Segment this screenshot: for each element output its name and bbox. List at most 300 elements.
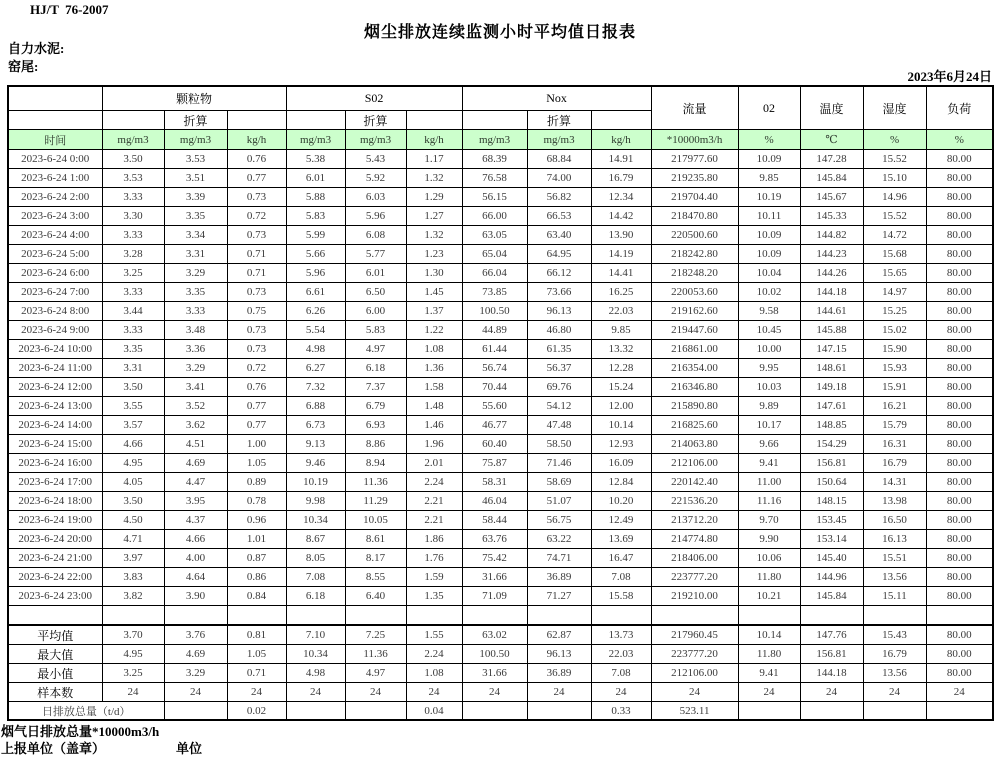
value-cell: 0.73 bbox=[227, 283, 286, 302]
value-cell: 3.30 bbox=[102, 207, 164, 226]
value-cell: 0.72 bbox=[227, 359, 286, 378]
summary-value-cell: 24 bbox=[800, 683, 863, 702]
value-cell: 144.23 bbox=[800, 245, 863, 264]
value-cell: 9.58 bbox=[738, 302, 800, 321]
value-cell: 80.00 bbox=[926, 226, 993, 245]
value-cell: 8.55 bbox=[345, 568, 406, 587]
summary-row bbox=[8, 683, 993, 702]
summary-value-cell: 24 bbox=[164, 683, 227, 702]
value-cell: 15.93 bbox=[863, 359, 926, 378]
value-cell: 58.44 bbox=[462, 511, 527, 530]
value-cell: 8.17 bbox=[345, 549, 406, 568]
value-cell: 65.04 bbox=[462, 245, 527, 264]
value-cell: 75.87 bbox=[462, 454, 527, 473]
value-cell: 7.37 bbox=[345, 378, 406, 397]
value-cell: 4.05 bbox=[102, 473, 164, 492]
value-cell: 73.66 bbox=[527, 283, 591, 302]
value-cell: 1.76 bbox=[406, 549, 462, 568]
value-cell: 6.27 bbox=[286, 359, 345, 378]
unit-cell: ℃ bbox=[800, 130, 863, 150]
value-cell: 16.25 bbox=[591, 283, 651, 302]
daily-total-value-cell: 523.11 bbox=[651, 702, 738, 721]
group-particulate: 颗粒物 bbox=[102, 86, 286, 111]
site-label: 窑尾: bbox=[8, 59, 39, 74]
blank-cell bbox=[286, 606, 345, 626]
header-converted-nox: 折算 bbox=[527, 111, 591, 130]
summary-value-cell: 24 bbox=[286, 683, 345, 702]
value-cell: 216825.60 bbox=[651, 416, 738, 435]
value-cell: 145.33 bbox=[800, 207, 863, 226]
value-cell: 15.58 bbox=[591, 587, 651, 606]
value-cell: 3.35 bbox=[164, 283, 227, 302]
table-row bbox=[8, 359, 993, 378]
summary-value-cell: 16.79 bbox=[863, 645, 926, 664]
value-cell: 0.73 bbox=[227, 340, 286, 359]
value-cell: 4.64 bbox=[164, 568, 227, 587]
value-cell: 144.61 bbox=[800, 302, 863, 321]
value-cell: 3.44 bbox=[102, 302, 164, 321]
summary-value-cell: 4.95 bbox=[102, 645, 164, 664]
value-cell: 74.71 bbox=[527, 549, 591, 568]
value-cell: 5.88 bbox=[286, 188, 345, 207]
value-cell: 14.97 bbox=[863, 283, 926, 302]
summary-value-cell: 13.56 bbox=[863, 664, 926, 683]
value-cell: 80.00 bbox=[926, 397, 993, 416]
value-cell: 36.89 bbox=[527, 568, 591, 587]
value-cell: 10.02 bbox=[738, 283, 800, 302]
unit-cell: kg/h bbox=[406, 130, 462, 150]
summary-value-cell: 156.81 bbox=[800, 645, 863, 664]
value-cell: 6.08 bbox=[345, 226, 406, 245]
value-cell: 5.54 bbox=[286, 321, 345, 340]
value-cell: 44.89 bbox=[462, 321, 527, 340]
value-cell: 10.03 bbox=[738, 378, 800, 397]
value-cell: 11.80 bbox=[738, 568, 800, 587]
value-cell: 3.48 bbox=[164, 321, 227, 340]
value-cell: 3.50 bbox=[102, 378, 164, 397]
value-cell: 5.96 bbox=[345, 207, 406, 226]
value-cell: 9.95 bbox=[738, 359, 800, 378]
summary-value-cell: 10.34 bbox=[286, 645, 345, 664]
time-cell: 2023-6-24 5:00 bbox=[8, 245, 102, 264]
value-cell: 9.85 bbox=[591, 321, 651, 340]
time-cell: 2023-6-24 16:00 bbox=[8, 454, 102, 473]
value-cell: 56.15 bbox=[462, 188, 527, 207]
header-blank-cell bbox=[462, 111, 527, 130]
value-cell: 9.90 bbox=[738, 530, 800, 549]
summary-value-cell: 100.50 bbox=[462, 645, 527, 664]
daily-total-value-cell: 0.02 bbox=[227, 702, 286, 721]
header-blank-cell bbox=[102, 111, 164, 130]
value-cell: 150.64 bbox=[800, 473, 863, 492]
value-cell: 6.88 bbox=[286, 397, 345, 416]
value-cell: 10.04 bbox=[738, 264, 800, 283]
summary-value-cell: 24 bbox=[227, 683, 286, 702]
value-cell: 80.00 bbox=[926, 549, 993, 568]
value-cell: 56.82 bbox=[527, 188, 591, 207]
value-cell: 16.21 bbox=[863, 397, 926, 416]
summary-value-cell: 24 bbox=[527, 683, 591, 702]
value-cell: 6.00 bbox=[345, 302, 406, 321]
flue-gas-total-note: 烟气日排放总量*10000m3/h bbox=[1, 724, 160, 739]
value-cell: 4.71 bbox=[102, 530, 164, 549]
value-cell: 11.00 bbox=[738, 473, 800, 492]
summary-value-cell: 147.76 bbox=[800, 625, 863, 645]
value-cell: 218248.20 bbox=[651, 264, 738, 283]
time-cell: 2023-6-24 4:00 bbox=[8, 226, 102, 245]
value-cell: 100.50 bbox=[462, 302, 527, 321]
value-cell: 3.35 bbox=[102, 340, 164, 359]
summary-value-cell: 36.89 bbox=[527, 664, 591, 683]
value-cell: 7.08 bbox=[286, 568, 345, 587]
data-rows bbox=[8, 150, 993, 626]
value-cell: 149.18 bbox=[800, 378, 863, 397]
value-cell: 3.33 bbox=[102, 188, 164, 207]
summary-label-cell: 最小值 bbox=[8, 664, 102, 683]
value-cell: 6.18 bbox=[286, 587, 345, 606]
time-cell: 2023-6-24 20:00 bbox=[8, 530, 102, 549]
table-row bbox=[8, 587, 993, 606]
header-blank-cell bbox=[227, 111, 286, 130]
value-cell: 3.33 bbox=[102, 283, 164, 302]
value-cell: 220142.40 bbox=[651, 473, 738, 492]
value-cell: 71.09 bbox=[462, 587, 527, 606]
value-cell: 145.84 bbox=[800, 169, 863, 188]
value-cell: 216346.80 bbox=[651, 378, 738, 397]
value-cell: 10.14 bbox=[591, 416, 651, 435]
value-cell: 80.00 bbox=[926, 435, 993, 454]
value-cell: 5.77 bbox=[345, 245, 406, 264]
value-cell: 80.00 bbox=[926, 188, 993, 207]
value-cell: 4.51 bbox=[164, 435, 227, 454]
value-cell: 1.96 bbox=[406, 435, 462, 454]
unit-cell: mg/m3 bbox=[102, 130, 164, 150]
unit-cell: kg/h bbox=[591, 130, 651, 150]
table-row bbox=[8, 568, 993, 587]
summary-value-cell: 96.13 bbox=[527, 645, 591, 664]
value-cell: 46.04 bbox=[462, 492, 527, 511]
value-cell: 80.00 bbox=[926, 150, 993, 169]
blank-cell bbox=[651, 606, 738, 626]
summary-value-cell: 0.81 bbox=[227, 625, 286, 645]
value-cell: 4.50 bbox=[102, 511, 164, 530]
time-cell: 2023-6-24 10:00 bbox=[8, 340, 102, 359]
value-cell: 1.58 bbox=[406, 378, 462, 397]
time-cell: 2023-6-24 3:00 bbox=[8, 207, 102, 226]
value-cell: 76.58 bbox=[462, 169, 527, 188]
value-cell: 10.09 bbox=[738, 226, 800, 245]
value-cell: 9.70 bbox=[738, 511, 800, 530]
blank-cell bbox=[863, 606, 926, 626]
daily-total-value-cell bbox=[462, 702, 527, 721]
table-row bbox=[8, 264, 993, 283]
value-cell: 3.52 bbox=[164, 397, 227, 416]
value-cell: 80.00 bbox=[926, 302, 993, 321]
value-cell: 14.91 bbox=[591, 150, 651, 169]
unit-cell: kg/h bbox=[227, 130, 286, 150]
header-humidity: 湿度 bbox=[863, 86, 926, 130]
value-cell: 2.01 bbox=[406, 454, 462, 473]
value-cell: 1.23 bbox=[406, 245, 462, 264]
header-converted-pm: 折算 bbox=[164, 111, 227, 130]
summary-value-cell: 11.36 bbox=[345, 645, 406, 664]
value-cell: 13.32 bbox=[591, 340, 651, 359]
value-cell: 11.29 bbox=[345, 492, 406, 511]
value-cell: 3.62 bbox=[164, 416, 227, 435]
group-nox: Nox bbox=[462, 86, 651, 111]
daily-total-value-cell bbox=[863, 702, 926, 721]
time-cell: 2023-6-24 1:00 bbox=[8, 169, 102, 188]
value-cell: 3.31 bbox=[164, 245, 227, 264]
value-cell: 15.79 bbox=[863, 416, 926, 435]
value-cell: 16.50 bbox=[863, 511, 926, 530]
value-cell: 96.13 bbox=[527, 302, 591, 321]
summary-value-cell: 63.02 bbox=[462, 625, 527, 645]
unit-cell: mg/m3 bbox=[164, 130, 227, 150]
value-cell: 145.88 bbox=[800, 321, 863, 340]
value-cell: 219162.60 bbox=[651, 302, 738, 321]
value-cell: 156.81 bbox=[800, 454, 863, 473]
value-cell: 3.28 bbox=[102, 245, 164, 264]
value-cell: 56.74 bbox=[462, 359, 527, 378]
value-cell: 8.94 bbox=[345, 454, 406, 473]
value-cell: 12.28 bbox=[591, 359, 651, 378]
value-cell: 12.49 bbox=[591, 511, 651, 530]
value-cell: 61.44 bbox=[462, 340, 527, 359]
daily-total-value-cell bbox=[926, 702, 993, 721]
value-cell: 6.03 bbox=[345, 188, 406, 207]
value-cell: 3.51 bbox=[164, 169, 227, 188]
value-cell: 11.16 bbox=[738, 492, 800, 511]
value-cell: 0.77 bbox=[227, 416, 286, 435]
blank-cell bbox=[462, 606, 527, 626]
summary-value-cell: 10.14 bbox=[738, 625, 800, 645]
value-cell: 71.27 bbox=[527, 587, 591, 606]
summary-label-cell: 平均值 bbox=[8, 625, 102, 645]
group-so2: S02 bbox=[286, 86, 462, 111]
summary-value-cell: 24 bbox=[738, 683, 800, 702]
value-cell: 6.01 bbox=[345, 264, 406, 283]
summary-value-cell: 1.05 bbox=[227, 645, 286, 664]
value-cell: 219235.80 bbox=[651, 169, 738, 188]
daily-total-value-cell bbox=[738, 702, 800, 721]
value-cell: 1.27 bbox=[406, 207, 462, 226]
summary-rows bbox=[8, 625, 993, 720]
value-cell: 51.07 bbox=[527, 492, 591, 511]
value-cell: 69.76 bbox=[527, 378, 591, 397]
value-cell: 6.93 bbox=[345, 416, 406, 435]
value-cell: 153.45 bbox=[800, 511, 863, 530]
value-cell: 1.32 bbox=[406, 169, 462, 188]
value-cell: 2.21 bbox=[406, 511, 462, 530]
value-cell: 14.41 bbox=[591, 264, 651, 283]
value-cell: 214063.80 bbox=[651, 435, 738, 454]
summary-value-cell: 4.98 bbox=[286, 664, 345, 683]
value-cell: 1.35 bbox=[406, 587, 462, 606]
value-cell: 63.22 bbox=[527, 530, 591, 549]
value-cell: 3.83 bbox=[102, 568, 164, 587]
value-cell: 1.00 bbox=[227, 435, 286, 454]
value-cell: 1.17 bbox=[406, 150, 462, 169]
value-cell: 148.15 bbox=[800, 492, 863, 511]
value-cell: 80.00 bbox=[926, 530, 993, 549]
time-cell: 2023-6-24 19:00 bbox=[8, 511, 102, 530]
value-cell: 58.31 bbox=[462, 473, 527, 492]
unit-cell: mg/m3 bbox=[345, 130, 406, 150]
value-cell: 4.98 bbox=[286, 340, 345, 359]
value-cell: 68.84 bbox=[527, 150, 591, 169]
summary-value-cell: 80.00 bbox=[926, 664, 993, 683]
summary-row bbox=[8, 625, 993, 645]
summary-value-cell: 4.69 bbox=[164, 645, 227, 664]
value-cell: 14.72 bbox=[863, 226, 926, 245]
summary-value-cell: 15.43 bbox=[863, 625, 926, 645]
value-cell: 145.40 bbox=[800, 549, 863, 568]
summary-value-cell: 62.87 bbox=[527, 625, 591, 645]
value-cell: 1.22 bbox=[406, 321, 462, 340]
value-cell: 54.12 bbox=[527, 397, 591, 416]
summary-value-cell: 1.08 bbox=[406, 664, 462, 683]
summary-value-cell: 7.10 bbox=[286, 625, 345, 645]
value-cell: 4.66 bbox=[164, 530, 227, 549]
value-cell: 1.37 bbox=[406, 302, 462, 321]
value-cell: 8.05 bbox=[286, 549, 345, 568]
unit-cell: % bbox=[863, 130, 926, 150]
value-cell: 1.59 bbox=[406, 568, 462, 587]
blank-cell bbox=[527, 606, 591, 626]
page-title: 烟尘排放连续监测小时平均值日报表 bbox=[363, 24, 636, 41]
table-row bbox=[8, 549, 993, 568]
value-cell: 12.00 bbox=[591, 397, 651, 416]
value-cell: 66.12 bbox=[527, 264, 591, 283]
value-cell: 60.40 bbox=[462, 435, 527, 454]
value-cell: 0.86 bbox=[227, 568, 286, 587]
value-cell: 80.00 bbox=[926, 416, 993, 435]
value-cell: 215890.80 bbox=[651, 397, 738, 416]
value-cell: 8.86 bbox=[345, 435, 406, 454]
value-cell: 218406.00 bbox=[651, 549, 738, 568]
summary-value-cell: 24 bbox=[102, 683, 164, 702]
daily-total-value-cell bbox=[164, 702, 227, 721]
value-cell: 3.34 bbox=[164, 226, 227, 245]
value-cell: 0.73 bbox=[227, 321, 286, 340]
value-cell: 63.40 bbox=[527, 226, 591, 245]
value-cell: 147.61 bbox=[800, 397, 863, 416]
summary-value-cell: 22.03 bbox=[591, 645, 651, 664]
value-cell: 1.29 bbox=[406, 188, 462, 207]
value-cell: 47.48 bbox=[527, 416, 591, 435]
report-table bbox=[7, 85, 994, 721]
value-cell: 213712.20 bbox=[651, 511, 738, 530]
value-cell: 7.08 bbox=[591, 568, 651, 587]
table-row bbox=[8, 454, 993, 473]
value-cell: 16.31 bbox=[863, 435, 926, 454]
reporting-unit-label: 上报单位（盖章） bbox=[1, 741, 106, 756]
time-cell: 2023-6-24 9:00 bbox=[8, 321, 102, 340]
value-cell: 63.05 bbox=[462, 226, 527, 245]
value-cell: 10.45 bbox=[738, 321, 800, 340]
unit-cell: % bbox=[738, 130, 800, 150]
unit-cell: mg/m3 bbox=[462, 130, 527, 150]
time-cell: 2023-6-24 15:00 bbox=[8, 435, 102, 454]
table-row bbox=[8, 530, 993, 549]
value-cell: 7.32 bbox=[286, 378, 345, 397]
value-cell: 6.18 bbox=[345, 359, 406, 378]
value-cell: 0.96 bbox=[227, 511, 286, 530]
time-cell: 2023-6-24 11:00 bbox=[8, 359, 102, 378]
table-row bbox=[8, 416, 993, 435]
value-cell: 144.18 bbox=[800, 283, 863, 302]
value-cell: 80.00 bbox=[926, 568, 993, 587]
value-cell: 3.35 bbox=[164, 207, 227, 226]
value-cell: 9.41 bbox=[738, 454, 800, 473]
value-cell: 148.61 bbox=[800, 359, 863, 378]
value-cell: 14.42 bbox=[591, 207, 651, 226]
value-cell: 1.30 bbox=[406, 264, 462, 283]
header-converted-so2: 折算 bbox=[345, 111, 406, 130]
value-cell: 9.46 bbox=[286, 454, 345, 473]
table-row bbox=[8, 321, 993, 340]
summary-value-cell: 31.66 bbox=[462, 664, 527, 683]
value-cell: 220500.60 bbox=[651, 226, 738, 245]
value-cell: 219210.00 bbox=[651, 587, 738, 606]
value-cell: 1.48 bbox=[406, 397, 462, 416]
table-row bbox=[8, 150, 993, 169]
table-row bbox=[8, 169, 993, 188]
value-cell: 80.00 bbox=[926, 207, 993, 226]
time-cell: 2023-6-24 23:00 bbox=[8, 587, 102, 606]
summary-value-cell: 1.55 bbox=[406, 625, 462, 645]
table-row bbox=[8, 511, 993, 530]
value-cell: 70.44 bbox=[462, 378, 527, 397]
header-blank-cell bbox=[8, 86, 102, 111]
value-cell: 15.52 bbox=[863, 150, 926, 169]
value-cell: 13.69 bbox=[591, 530, 651, 549]
value-cell: 8.61 bbox=[345, 530, 406, 549]
value-cell: 1.08 bbox=[406, 340, 462, 359]
value-cell: 1.01 bbox=[227, 530, 286, 549]
time-cell: 2023-6-24 0:00 bbox=[8, 150, 102, 169]
summary-value-cell: 24 bbox=[345, 683, 406, 702]
value-cell: 6.01 bbox=[286, 169, 345, 188]
value-cell: 5.43 bbox=[345, 150, 406, 169]
value-cell: 15.91 bbox=[863, 378, 926, 397]
value-cell: 66.53 bbox=[527, 207, 591, 226]
header-blank-cell bbox=[8, 111, 102, 130]
value-cell: 3.31 bbox=[102, 359, 164, 378]
value-cell: 3.82 bbox=[102, 587, 164, 606]
value-cell: 71.46 bbox=[527, 454, 591, 473]
value-cell: 16.09 bbox=[591, 454, 651, 473]
value-cell: 1.46 bbox=[406, 416, 462, 435]
value-cell: 80.00 bbox=[926, 169, 993, 188]
value-cell: 10.34 bbox=[286, 511, 345, 530]
value-cell: 75.42 bbox=[462, 549, 527, 568]
value-cell: 147.15 bbox=[800, 340, 863, 359]
summary-value-cell: 24 bbox=[462, 683, 527, 702]
summary-value-cell: 11.80 bbox=[738, 645, 800, 664]
value-cell: 6.40 bbox=[345, 587, 406, 606]
header-blank-cell bbox=[286, 111, 345, 130]
value-cell: 66.00 bbox=[462, 207, 527, 226]
report-date: 2023年6月24日 bbox=[907, 69, 992, 84]
value-cell: 6.79 bbox=[345, 397, 406, 416]
time-cell: 2023-6-24 7:00 bbox=[8, 283, 102, 302]
summary-value-cell: 223777.20 bbox=[651, 645, 738, 664]
value-cell: 16.79 bbox=[591, 169, 651, 188]
table-row bbox=[8, 340, 993, 359]
blank-cell bbox=[406, 606, 462, 626]
